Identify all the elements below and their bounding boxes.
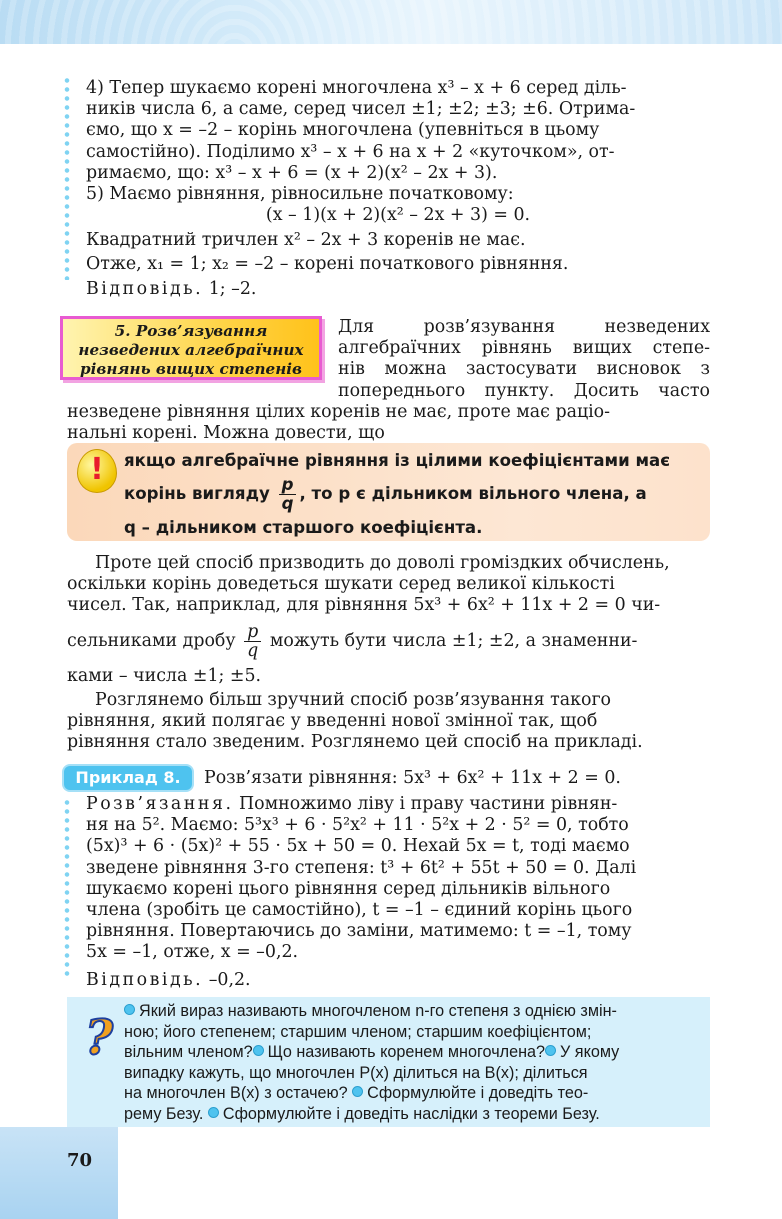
fraction-p-over-q [244, 623, 261, 660]
text-line: ками – числа ±1; ±5. [67, 665, 262, 686]
margin-dots [64, 798, 70, 978]
example-badge: Приклад 8. [64, 766, 192, 790]
section-heading-line: рівнянь вищих степенів [79, 360, 303, 378]
text-line: попереднього пункту. Досить часто [338, 380, 710, 401]
text-line: 5) Маємо рівняння, рівносильне початковому: [86, 184, 514, 205]
example-solution [86, 794, 710, 991]
text-fragment: Сформулюйте і доведіть наслідки з теореми Безу. [222, 1104, 600, 1123]
example-task [204, 768, 710, 789]
text-line: Розв’язати рівняння: 5x³ + 6x² + 11x + 2 = 0. [204, 768, 621, 788]
svg-text:?: ? [84, 1010, 114, 1062]
text-line: самостійно). Поділимо x³ – x + 6 на x + 2 «куточком», от- [86, 141, 615, 162]
section-heading-line: 5. Розв’язування [114, 322, 268, 340]
bullet-icon [253, 1045, 264, 1056]
margin-dots [64, 76, 70, 280]
bullet-icon [352, 1086, 363, 1097]
question-line: випадку кажуть, що многочлен P(x) ділиться на B(x); ділиться [124, 1063, 588, 1082]
text-fragment: вільним членом? [124, 1043, 253, 1062]
fraction-numerator: p [279, 476, 297, 495]
text-fragment: Що називають коренем многочлена? [267, 1043, 546, 1062]
paragraph [67, 690, 710, 754]
bullet-icon [124, 1004, 135, 1015]
text-fragment: , то p є дільником вільного члена, а [299, 484, 647, 503]
text-line: 5x = –1, отже, x = –0,2. [86, 942, 299, 963]
text-fragment: можуть бути числа ±1; ±2, а знаменни- [269, 630, 638, 651]
text-line: зведене рівняння 3-го степеня: t³ + 6t² + 55t + 50 = 0. Далі [86, 857, 637, 878]
text-line: Отже, x₁ = 1; x₂ = –2 – корені початкового рівняння. [86, 253, 569, 274]
answer-value: 1; –2. [208, 278, 257, 299]
fraction-p-over-q [279, 476, 297, 513]
text-fragment: Сформулюйте і доведіть тео- [367, 1084, 589, 1103]
text-line [67, 623, 710, 660]
page-header-decoration [0, 0, 782, 44]
text-fragment: Який вираз називають многочленом n-го степеня з однією змін- [139, 1002, 617, 1020]
text-line: ня на 5². Маємо: 5³x³ + 6 · 5²x² + 11 · 5²x + 2 · 5² = 0, тобто [86, 815, 629, 836]
fraction-numerator: p [244, 623, 261, 642]
section-intro-continued [67, 402, 710, 444]
text-line: якщо алгебраїчне рівняння із цілими коефіцієнтами має [124, 451, 671, 470]
answer-label: Відповідь. [86, 278, 204, 299]
text-fragment: Помножимо ліву і праву частини рівнян- [239, 794, 618, 814]
text-line: (5x)³ + 6 · (5x)² + 55 · 5x + 50 = 0. Нехай 5x = t, тоді маємо [86, 836, 630, 857]
text-line: ників числа 6, а саме, серед чисел ±1; ±2; ±3; ±6. Отрима- [86, 99, 636, 120]
text-line: оскільки корінь доведеться шукати серед великої кількості [67, 574, 615, 595]
answer-line [86, 970, 710, 991]
page-corner-decoration [0, 1127, 118, 1219]
text-line [86, 794, 710, 815]
question-line: ною; його степенем; старшим членом; старшим коефіцієнтом; [124, 1022, 592, 1041]
question-line [124, 1083, 704, 1104]
bullet-icon [545, 1045, 556, 1056]
text-line: рівняння. Повертаючись до заміни, матимемо: t = –1, тому [86, 921, 632, 942]
text-line: члена (зробіть це самостійно), t = –1 – єдиний корінь цього [86, 900, 633, 921]
exclamation-icon: ! [77, 449, 117, 493]
bullet-icon [208, 1107, 219, 1118]
section-intro [338, 317, 710, 402]
text-line: незведене рівняння цілих коренів не має, проте має раціо- [67, 402, 611, 422]
answer-value: –0,2. [208, 969, 251, 990]
solution-continuation [86, 78, 710, 300]
text-fragment: корінь вигляду [124, 484, 270, 503]
answer-label: Відповідь. [86, 969, 204, 990]
text-line [124, 476, 698, 513]
text-fragment: на многочлен B(x) з остачею? [124, 1084, 348, 1103]
fraction-denominator: q [247, 640, 259, 661]
text-line: алгебраїчних рівнянь вищих степе- [338, 338, 710, 359]
fraction-denominator: q [281, 494, 294, 513]
text-line: 4) Тепер шукаємо корені многочлена x³ – x + 6 серед діль- [86, 78, 627, 98]
text-line: ємо, що x = –2 – корінь многочлена (упевніться в цьому [86, 120, 600, 141]
text-fragment: рему Безу. [124, 1104, 204, 1123]
text-fragment: У якому [560, 1043, 620, 1062]
text-line: Квадратний тричлен x² – 2x + 3 коренів не має. [86, 230, 526, 251]
text-line: нів можна застосувати висновок з [338, 359, 710, 380]
section-heading-line: незведених алгебраїчних [78, 341, 304, 359]
text-line: Для розв’язування незведених [338, 317, 710, 337]
review-questions [124, 1001, 704, 1125]
text-fragment: сельниками дробу [67, 630, 236, 651]
text-line: шукаємо корені цього рівняння серед дільників вільного [86, 878, 611, 899]
question-line [124, 1042, 704, 1063]
equation: (x – 1)(x + 2)(x² – 2x + 3) = 0. [265, 205, 531, 226]
text-line: нальні корені. Можна довести, що [67, 423, 385, 444]
theorem-text [124, 450, 698, 539]
text-line: рівняння, який полягає у введенні нової змінної так, щоб [67, 711, 598, 732]
section-heading [60, 316, 322, 380]
paragraph [67, 553, 710, 687]
text-line: рівняння стало зведеним. Розглянемо цей спосіб на прикладі. [67, 732, 643, 753]
text-line: чисел. Так, наприклад, для рівняння 5x³ + 6x² + 11x + 2 = 0 чи- [67, 595, 661, 616]
solution-label: Розв’язання. [86, 794, 234, 814]
question-line [124, 1104, 704, 1125]
text-line: римаємо, що: x³ – x + 6 = (x + 2)(x² – 2x + 3). [86, 162, 498, 183]
answer-line [86, 279, 710, 300]
question-line [124, 1001, 704, 1022]
page-number: 70 [67, 1150, 93, 1171]
text-line: q – дільником старшого коефіцієнта. [124, 518, 483, 537]
text-line: Проте цей спосіб призводить до доволі громіздких обчислень, [95, 553, 670, 573]
text-line: Розглянемо більш зручний спосіб розв’язування такого [95, 690, 612, 710]
question-mark-icon [80, 1010, 118, 1062]
